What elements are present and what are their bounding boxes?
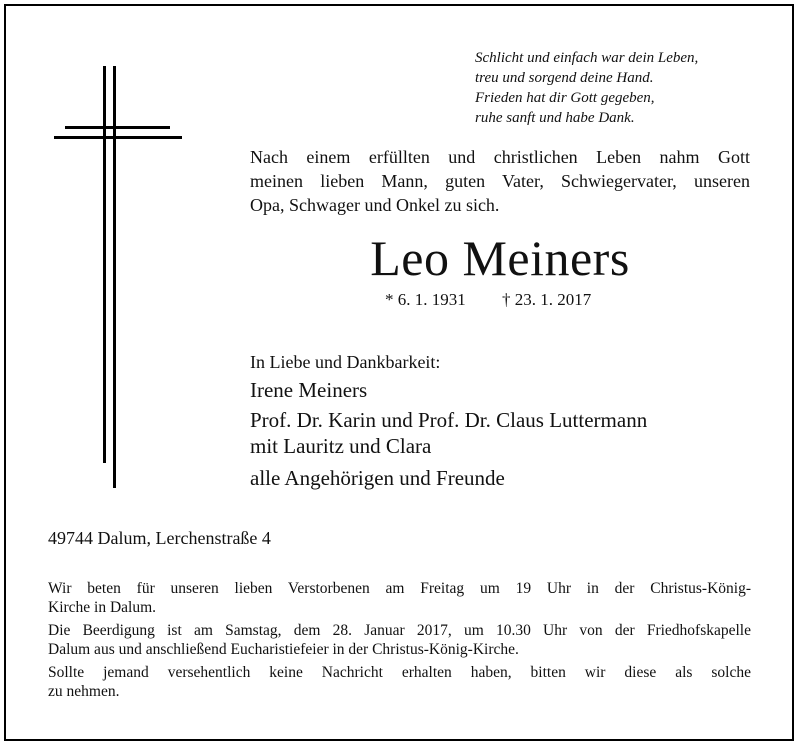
address: 49744 Dalum, Lerchenstraße 4 — [48, 528, 271, 548]
notice-line: zu nehmen. — [48, 683, 120, 700]
birth-date: * 6. 1. 1931 — [385, 290, 466, 309]
notice-paragraph — [48, 579, 751, 617]
poem-line: Frieden hat dir Gott gegeben, — [475, 90, 655, 106]
deceased-name: Leo Meiners — [370, 230, 630, 286]
life-dates — [385, 289, 591, 311]
mourners-heading: In Liebe und Dankbarkeit: — [250, 352, 441, 372]
death-date: † 23. 1. 2017 — [502, 290, 592, 309]
notice-paragraph — [48, 621, 751, 659]
mourner-line: Prof. Dr. Karin und Prof. Dr. Claus Luttermann — [250, 408, 648, 432]
intro-text — [250, 145, 750, 217]
mourner-line: mit Lauritz und Clara — [250, 434, 432, 458]
notice-paragraph — [48, 663, 751, 701]
intro-line: Opa, Schwager und Onkel zu sich. — [250, 195, 500, 215]
notice-line: Wir beten für unseren lieben Verstorbenen am Freitag um 19 Uhr in der Christus-König- — [48, 580, 751, 597]
notice-line: Kirche in Dalum. — [48, 599, 157, 616]
intro-line: Nach einem erfüllten und christlichen Leben nahm Gott — [250, 147, 750, 167]
mourners-list — [250, 377, 647, 491]
poem — [475, 48, 775, 128]
mourner-line: Irene Meiners — [250, 378, 368, 402]
mourner-line: alle Angehörigen und Freunde — [250, 466, 505, 490]
notice-line: Dalum aus und anschließend Eucharistiefeier in der Christus-König-Kirche. — [48, 641, 519, 658]
poem-line: Schlicht und einfach war dein Leben, — [475, 50, 699, 66]
poem-line: ruhe sanft und habe Dank. — [475, 110, 635, 126]
intro-line: meinen lieben Mann, guten Vater, Schwiegervater, unseren — [250, 171, 750, 191]
funeral-notices — [48, 579, 751, 705]
poem-line: treu und sorgend deine Hand. — [475, 70, 654, 86]
notice-line: Sollte jemand versehentlich keine Nachricht erhalten haben, bitten wir diese als solche — [48, 664, 751, 681]
notice-line: Die Beerdigung ist am Samstag, dem 28. Januar 2017, um 10.30 Uhr von der Friedhofskapelle — [48, 622, 751, 639]
